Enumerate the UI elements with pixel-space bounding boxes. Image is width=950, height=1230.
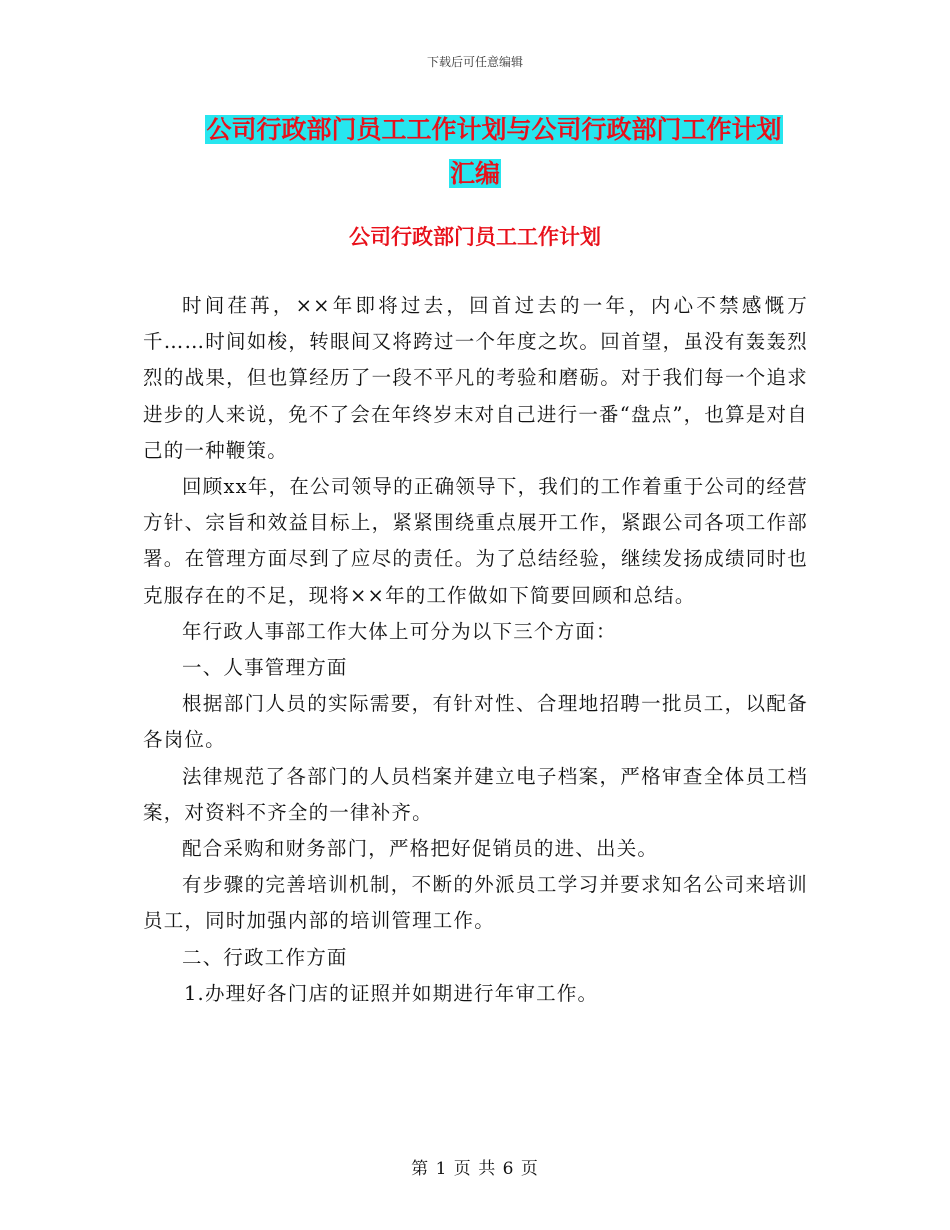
document-title-line1 (0, 113, 950, 147)
paragraph: 有步骤的完善培训机制，不断的外派员工学习并要求知名公司来培训员工，同时加强内部的培训管理工作。 (143, 873, 808, 933)
list-item: 1.办理好各门店的证照并如期进行年审工作。 (183, 981, 599, 1005)
section-heading: 一、人事管理方面 (182, 656, 348, 680)
paragraph: 配合采购和财务部门，严格把好促销员的进、出关。 (182, 837, 659, 861)
document-title-line1-text: 公司行政部门员工工作计划与公司行政部门工作计划 (206, 115, 782, 144)
header-note: 下载后可任意编辑 (426, 55, 523, 69)
paragraph: 时间荏苒，××年即将过去，回首过去的一年，内心不禁感慨万千……时间如梭，转眼间又将跨过一个年度之坎。回首望，虽没有轰轰烈烈的战果，但也算经历了一段不平凡的考验和磨砺。对于我们每一个追求进步的人来说，免不了会在年终岁末对自己进行一番“盘点”，也算是对自己的一种鞭策。 (143, 294, 808, 462)
document-title-line2-text: 汇编 (449, 159, 500, 188)
section-heading: 二、行政工作方面 (182, 945, 348, 969)
paragraph: 年行政人事部工作大体上可分为以下三个方面： (182, 619, 617, 643)
document-title-line2 (0, 157, 950, 191)
page-footer: 第 1 页 共 6 页 (411, 1159, 539, 1179)
paragraph: 根据部门人员的实际需要，有针对性、合理地招聘一批员工，以配备各岗位。 (143, 692, 808, 752)
paragraph: 法律规范了各部门的人员档案并建立电子档案，严格审查全体员工档案，对资料不齐全的一律补齐。 (143, 764, 808, 824)
section-title: 公司行政部门员工工作计划 (349, 225, 601, 249)
paragraph: 回顾xx年，在公司领导的正确领导下，我们的工作着重于公司的经营方针、宗旨和效益目标上，紧紧围绕重点展开工作，紧跟公司各项工作部署。在管理方面尽到了应尽的责任。为了总结经验，继续发扬成绩同时也克服存在的不足，现将××年的工作做如下简要回顾和总结。 (143, 475, 808, 607)
document-body (143, 288, 808, 1012)
